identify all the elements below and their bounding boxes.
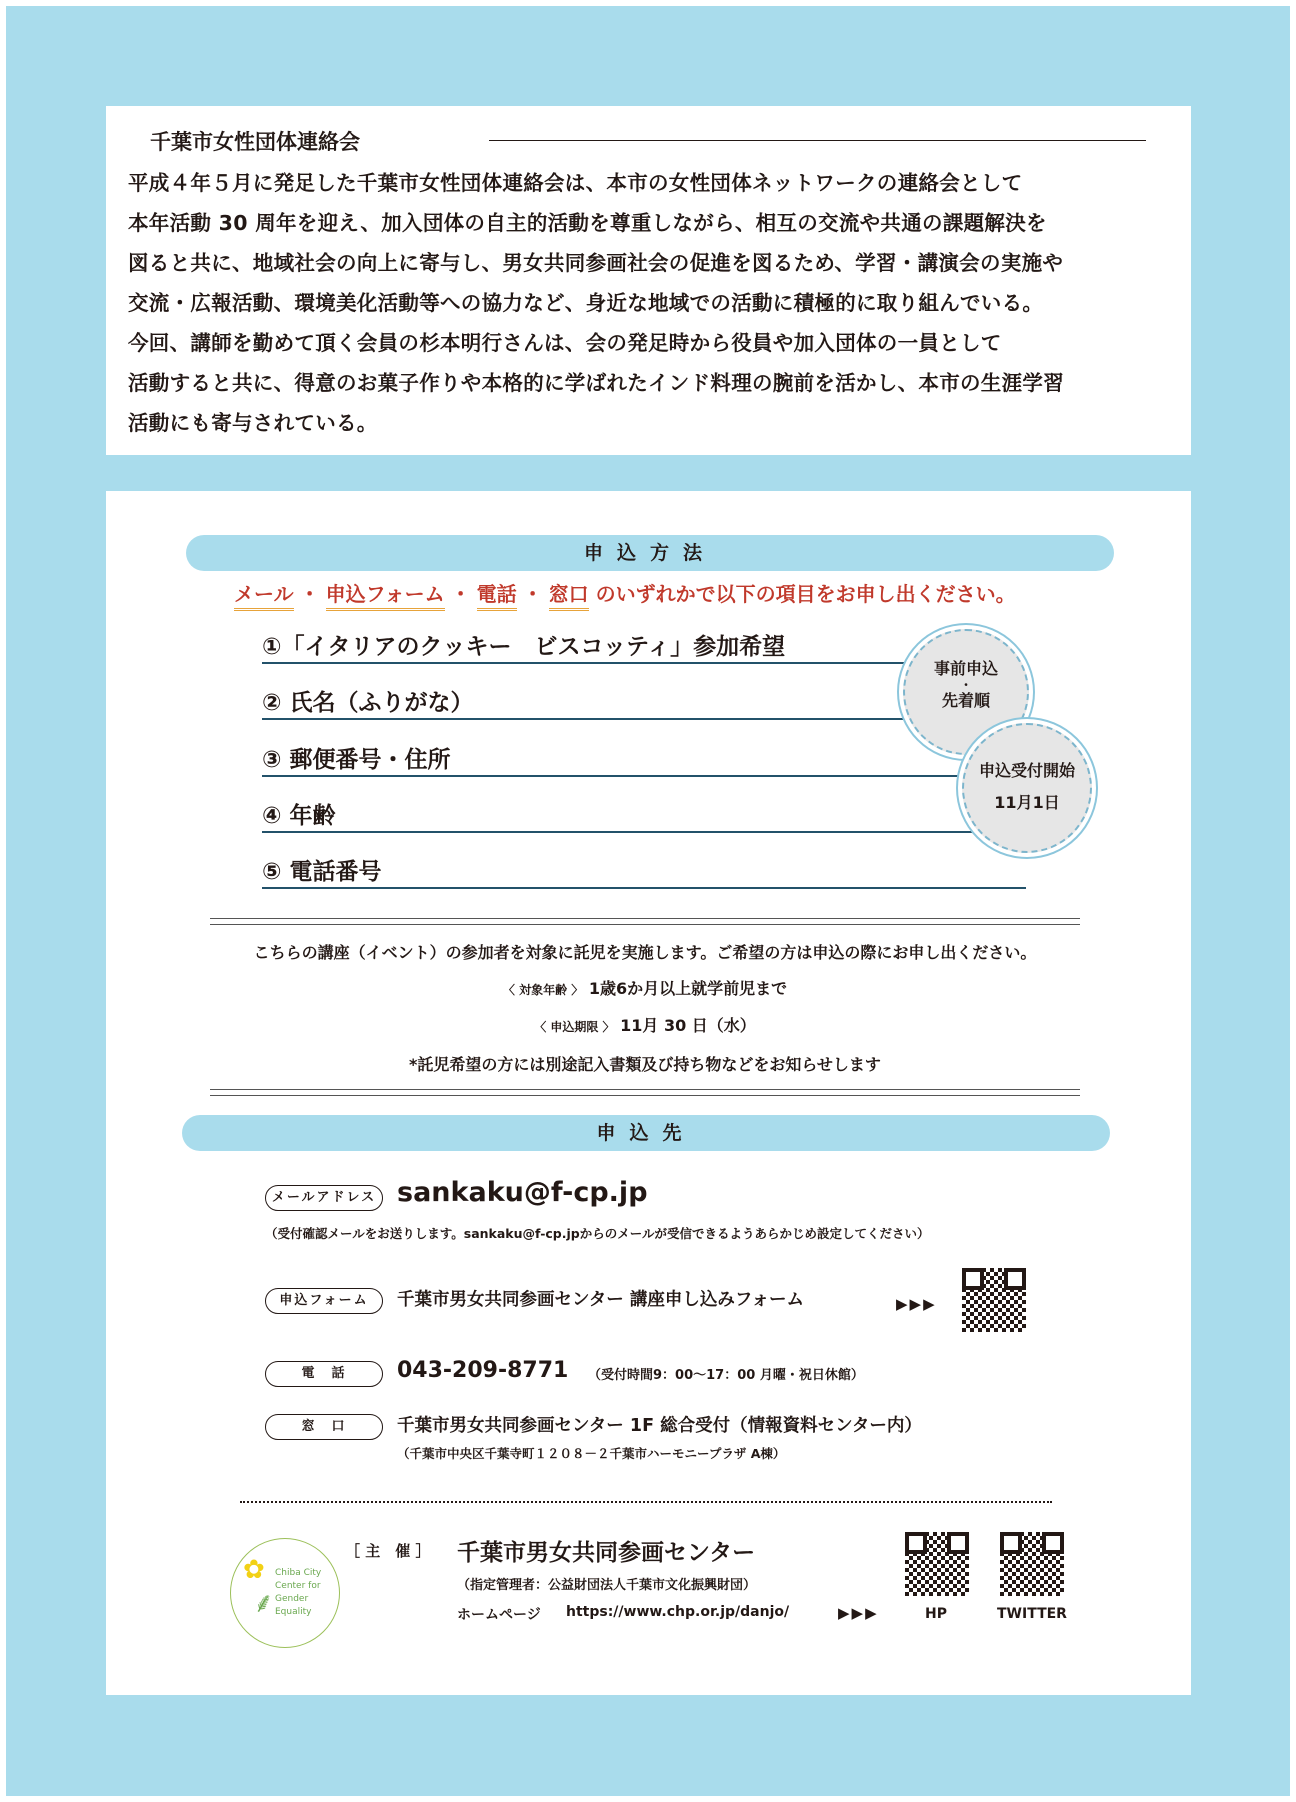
org-title: 千葉市女性団体連絡会	[150, 130, 360, 154]
form-qr-code[interactable]	[962, 1268, 1026, 1332]
nursery-deadline: 〈 申込期限 〉 11月 30 日（水）	[534, 1016, 756, 1035]
footer-divider	[240, 1501, 1052, 1503]
host-label: ［ 主 催 ］	[345, 1542, 431, 1560]
homepage-arrow-icon: ▶▶▶	[838, 1604, 879, 1622]
badge-advance-booking: 事前申込 ・ 先着順	[903, 629, 1029, 755]
contact-heading: 申込先	[182, 1115, 1110, 1151]
form-link[interactable]: 千葉市男女共同参画センター 講座申し込みフォーム	[397, 1290, 805, 1310]
org-line: 図ると共に、地域社会の向上に寄与し、男女共同参画社会の促進を図るため、学習・講演会の実施や	[128, 251, 1064, 275]
method-window: 窓口	[549, 582, 589, 611]
hp-qr-code[interactable]	[905, 1532, 969, 1596]
form-arrow-icon: ▶▶▶	[896, 1295, 937, 1313]
phone-hours: （受付時間9：00～17：00 月曜・祝日休館）	[588, 1368, 864, 1383]
method-phone: 電話	[477, 582, 517, 611]
form-tag: 申込フォーム	[265, 1288, 383, 1314]
nursery-intro: こちらの講座（イベント）の参加者を対象に託児を実施します。ご希望の方は申込の際にお申し出ください。	[253, 943, 1037, 962]
org-line: 活動にも寄与されている。	[128, 411, 378, 435]
org-line: 今回、講師を勤めて頂く会員の杉本明行さんは、会の発足時から役員や加入団体の一員として	[128, 331, 1002, 355]
method-email: メール	[234, 582, 294, 611]
window-address: （千葉市中央区千葉寺町１２０８－２千葉市ハーモニープラザ A棟）	[397, 1446, 786, 1461]
nursery-bottom-rule	[210, 1089, 1080, 1096]
org-line: 本年活動 30 周年を迎え、加入団体の自主的活動を尊重しながら、相互の交流や共通の課題解決を	[128, 211, 1047, 235]
stem-icon: ⸙	[253, 1586, 275, 1619]
methods-suffix: のいずれかで以下の項目をお申し出ください。	[595, 582, 1016, 606]
window-tag: 窓 口	[265, 1414, 383, 1440]
org-line: 活動すると共に、得意のお菓子作りや本格的に学ばれたインド料理の腕前を活かし、本市の生涯学習	[128, 371, 1064, 395]
twitter-qr-label: TWITTER	[997, 1606, 1067, 1622]
center-logo: ✿ ⸙ Chiba City Center for Gender Equality	[230, 1538, 340, 1648]
email-address[interactable]: sankaku@f-cp.jp	[397, 1177, 648, 1208]
apply-item: ④ 年齢	[262, 797, 1026, 833]
phone-number[interactable]: 043-209-8771	[397, 1358, 569, 1383]
flower-icon: ✿	[243, 1555, 265, 1585]
org-description	[128, 163, 1178, 443]
hp-qr-label: HP	[925, 1606, 947, 1622]
homepage-url[interactable]: https://www.chp.or.jp/danjo/	[566, 1604, 790, 1620]
org-line: 交流・広報活動、環境美化活動等への協力など、身近な地域での活動に積極的に取り組んでいる。	[128, 291, 1044, 315]
email-note: （受付確認メールをお送りします。sankaku@f-cp.jpからのメールが受信できるようあらかじめ設定してください）	[265, 1226, 930, 1241]
twitter-qr-code[interactable]	[1000, 1532, 1064, 1596]
host-manager: （指定管理者：公益財団法人千葉市文化振興財団）	[457, 1578, 757, 1593]
org-title-rule	[489, 140, 1146, 141]
apply-item: ①「イタリアのクッキー ビスコッティ」参加希望	[262, 628, 1026, 664]
badge-start-date: 申込受付開始 11月1日	[962, 723, 1092, 853]
apply-item: ⑤ 電話番号	[262, 853, 1026, 889]
method-form: 申込フォーム	[326, 582, 445, 611]
homepage-label: ホームページ	[457, 1607, 541, 1623]
nursery-note: *託児希望の方には別途記入書類及び持ち物などをお知らせします	[409, 1055, 881, 1074]
apply-methods: メール ・ 申込フォーム ・ 電話 ・ 窓口 のいずれかで以下の項目をお申し出ください。	[234, 578, 1094, 607]
email-tag: メールアドレス	[265, 1185, 383, 1211]
nursery-top-rule	[210, 918, 1080, 925]
host-name: 千葉市男女共同参画センター	[457, 1540, 756, 1566]
apply-item: ② 氏名（ふりがな）	[262, 684, 1026, 720]
apply-heading: 申込方法	[186, 535, 1114, 571]
phone-tag: 電 話	[265, 1361, 383, 1387]
apply-item: ③ 郵便番号・住所	[262, 741, 1026, 777]
nursery-age: 〈 対象年齢 〉 1歳6か月以上就学前児まで	[502, 979, 788, 998]
org-line: 平成４年５月に発足した千葉市女性団体連絡会は、本市の女性団体ネットワークの連絡会として	[128, 171, 1023, 195]
window-location: 千葉市男女共同参画センター 1F 総合受付（情報資料センター内）	[397, 1416, 922, 1436]
